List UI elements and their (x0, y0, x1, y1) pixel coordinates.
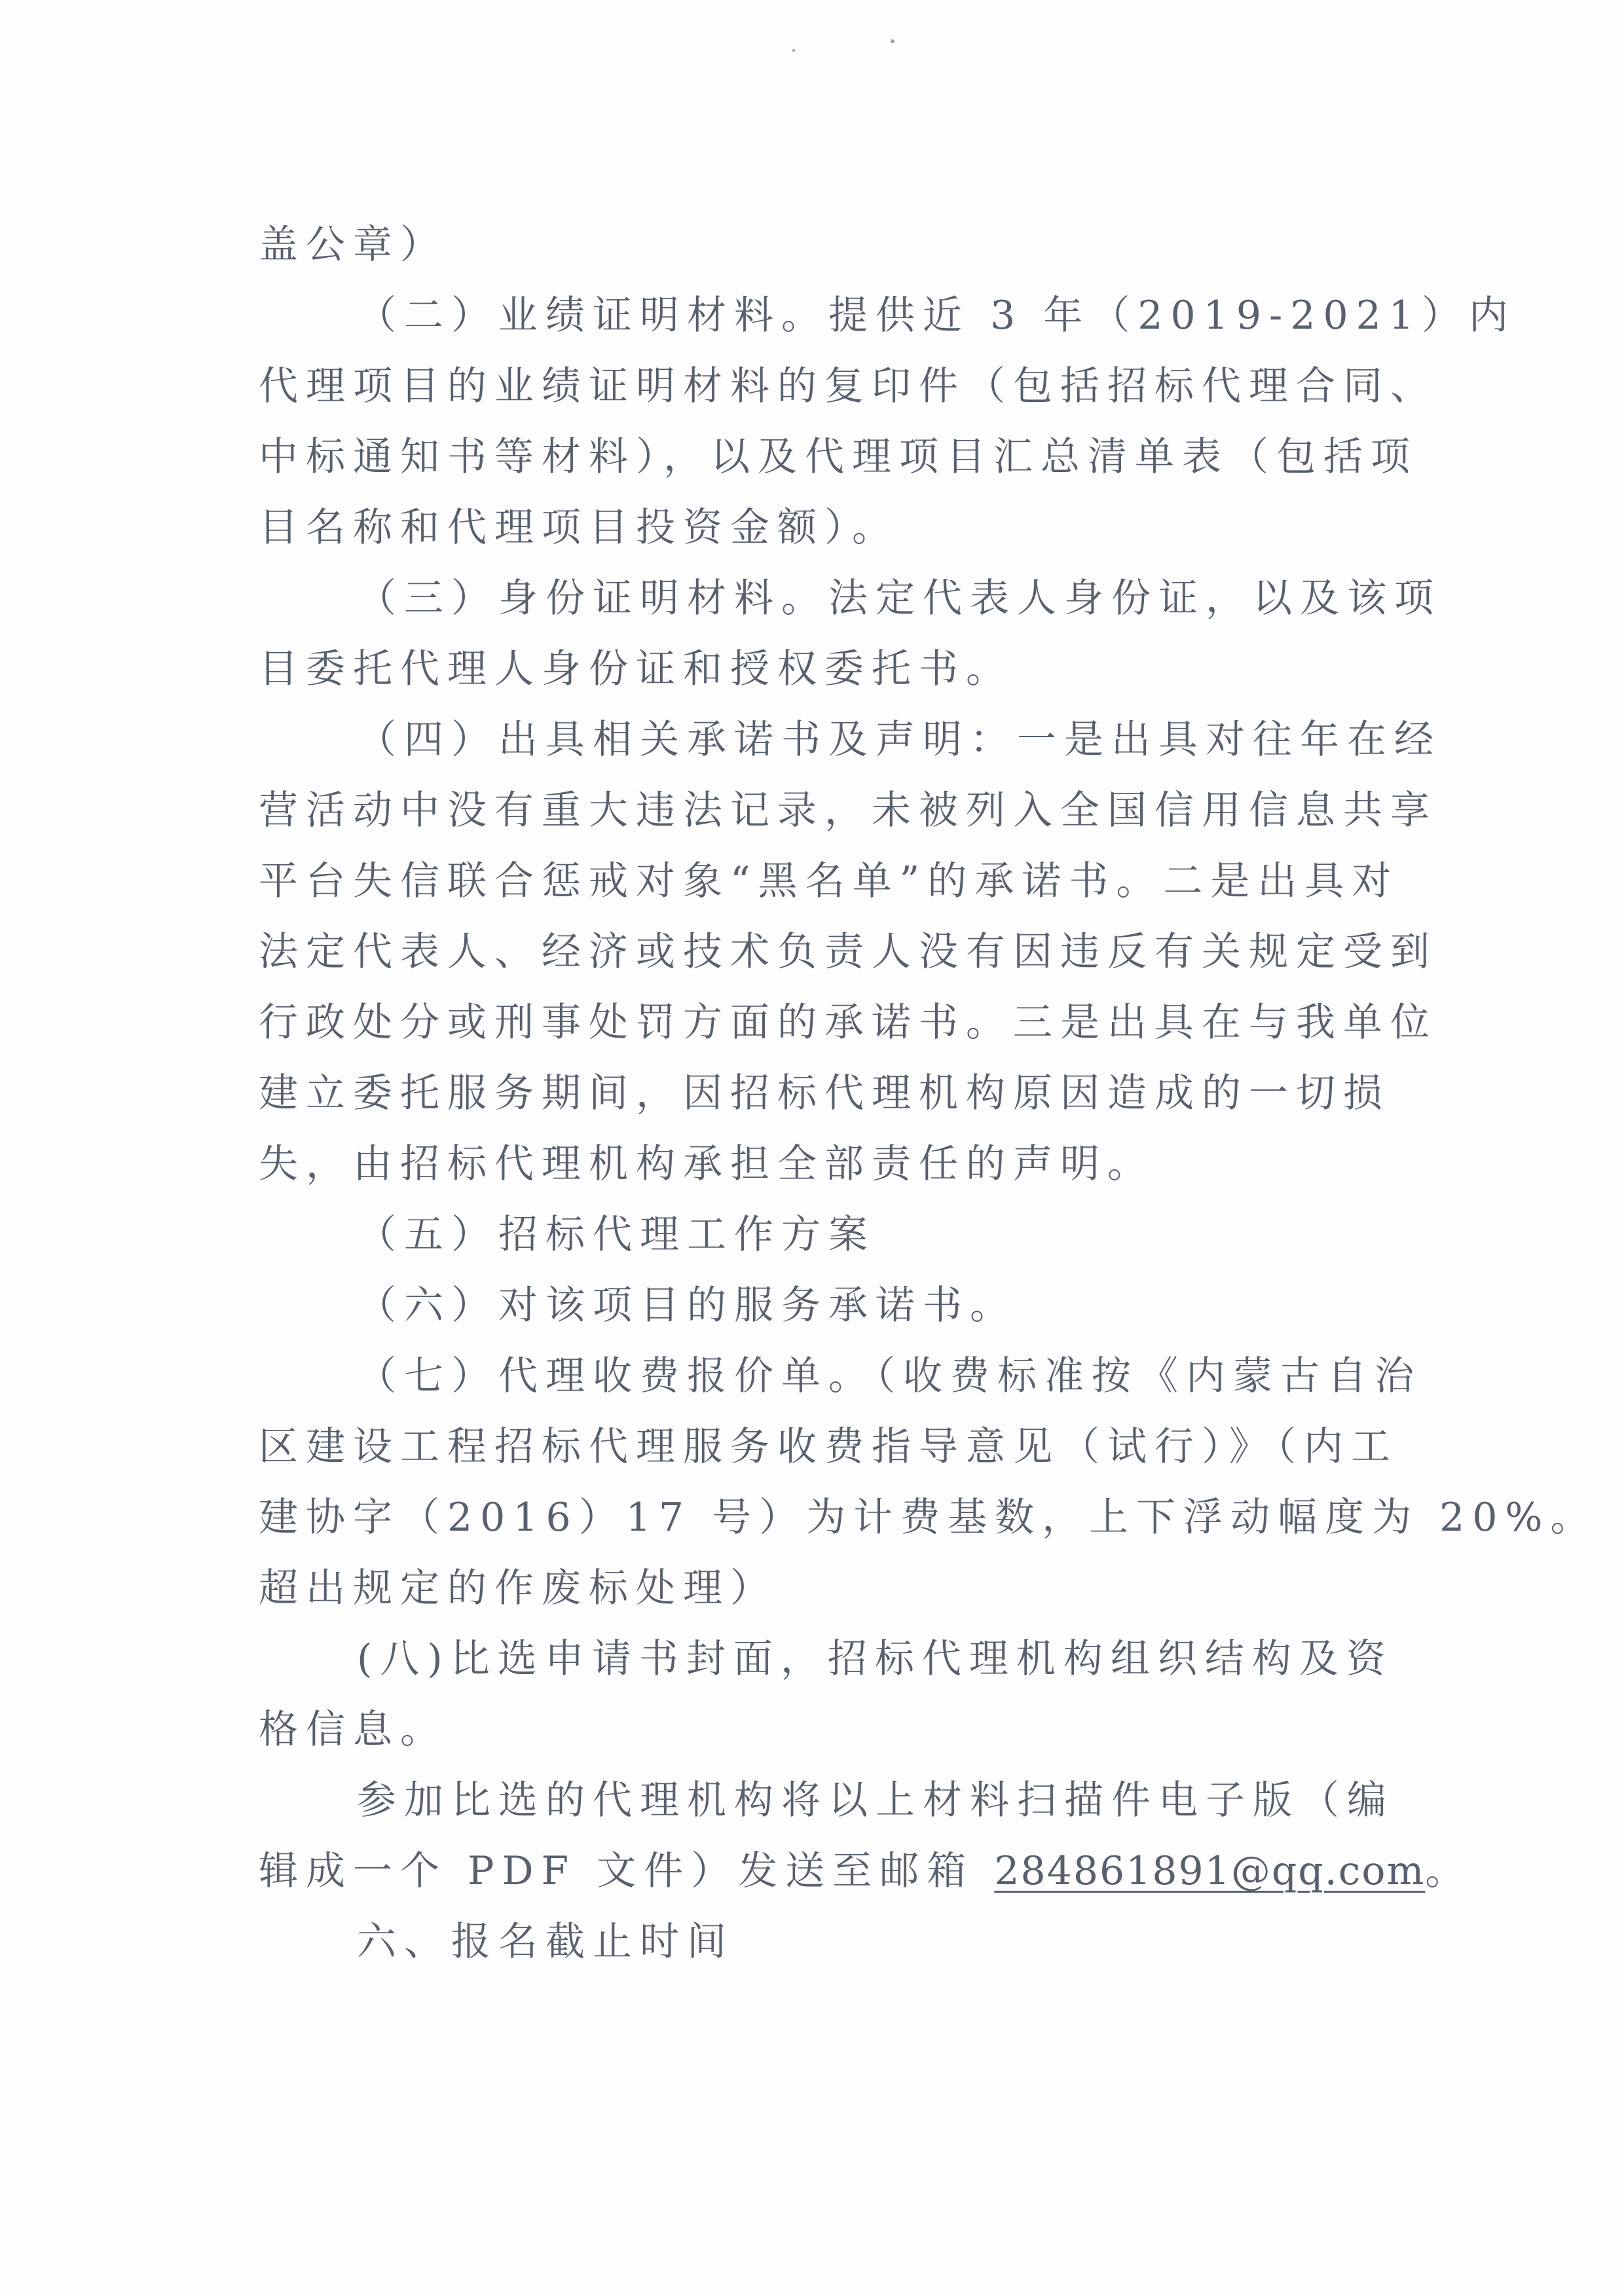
scan-speck (891, 39, 895, 43)
text-line: （三）身份证明材料。法定代表人身份证，以及该项 (357, 575, 1441, 621)
text-line: 建协字（2016）17 号）为计费基数，上下浮动幅度为 20%。 (259, 1495, 1598, 1540)
text-line: （五）招标代理工作方案 (357, 1212, 876, 1258)
text-line: 平台失信联合惩戒对象“黑名单”的承诺书。二是出具对 (259, 858, 1399, 904)
text-line: 失，由招标代理机构承担全部责任的声明。 (259, 1141, 1154, 1187)
text-line: 建立委托服务期间，因招标代理机构原因造成的一切损 (259, 1070, 1390, 1116)
text-line: 行政处分或刑事处罚方面的承诺书。三是出具在与我单位 (259, 1000, 1437, 1046)
text-line: 超出规定的作废标处理） (259, 1565, 777, 1611)
text-line: 代理项目的业绩证明材料的复印件（包括招标代理合同、 (259, 363, 1437, 409)
text-line: 目委托代理人身份证和授权委托书。 (259, 646, 1013, 692)
text-line: 法定代表人、经济或技术负责人没有因违反有关规定受到 (259, 929, 1437, 975)
text-line: 格信息。 (259, 1707, 447, 1753)
text-line: （七）代理收费报价单。（收费标准按《内蒙古自治 (357, 1353, 1422, 1399)
text-line: 区建设工程招标代理服务收费指导意见（试行）》（内工 (259, 1424, 1398, 1470)
text-line: （二）业绩证明材料。提供近 3 年（2019-2021）内 (357, 293, 1516, 338)
email-line (259, 1837, 1472, 1905)
text-line: 营活动中没有重大违法记录，未被列入全国信用信息共享 (259, 788, 1437, 833)
text-line: 参加比选的代理机构将以上材料扫描件电子版（编 (357, 1777, 1394, 1823)
text-line: （六）对该项目的服务承诺书。 (357, 1283, 1017, 1328)
email-line-prefix: 辑成一个 PDF 文件）发送至邮箱 (259, 1848, 995, 1894)
text-line: (八)比选申请书封面，招标代理机构组织结构及资 (357, 1636, 1393, 1682)
email-link[interactable]: 284861891@qq.com (994, 1848, 1426, 1894)
text-line: 目名称和代理项目投资金额）。 (259, 505, 899, 551)
text-line: 中标通知书等材料），以及代理项目汇总清单表（包括项 (259, 434, 1418, 480)
scan-speck (792, 49, 795, 52)
text-line: （四）出具相关承诺书及声明：一是出具对往年在经 (357, 717, 1441, 763)
email-line-suffix: 。 (1425, 1848, 1473, 1894)
section-heading: 六、报名截止时间 (357, 1919, 734, 1965)
text-line: 盖公章） (259, 222, 447, 268)
